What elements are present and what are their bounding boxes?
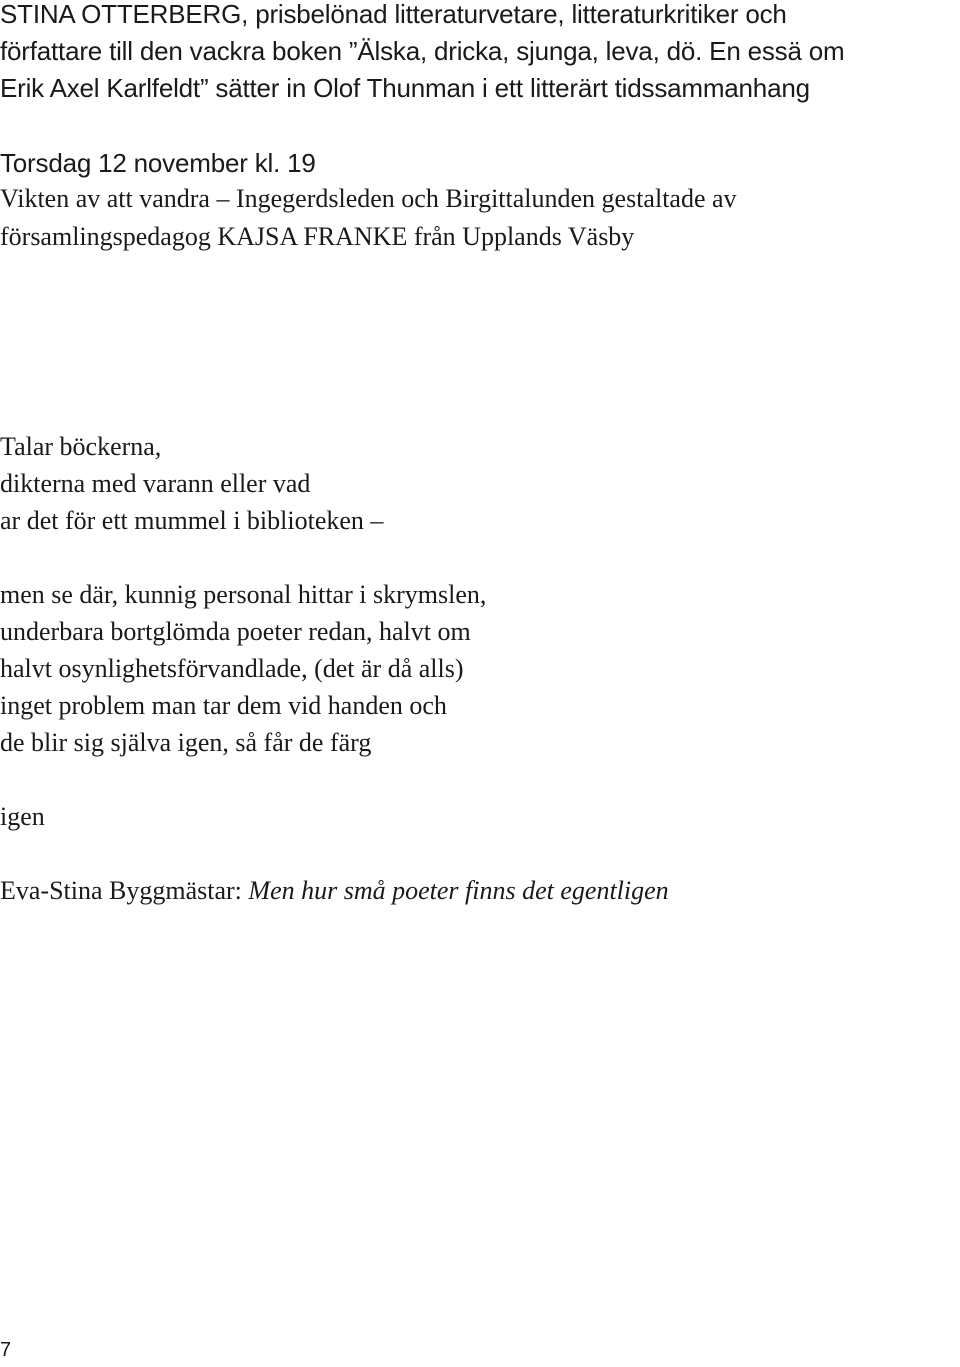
poem-line: ar det för ett mummel i biblioteken – xyxy=(0,506,384,535)
poem-line: men se där, kunnig personal hittar i skrymslen, xyxy=(0,580,487,609)
page-number: 7 xyxy=(0,1339,12,1361)
poem-line: underbara bortglömda poeter redan, halvt om xyxy=(0,617,471,646)
event-date: Torsdag 12 november kl. 19 xyxy=(0,148,316,178)
poem-line: igen xyxy=(0,802,45,831)
poem-attribution xyxy=(0,873,669,909)
intro-line-2: författare till den vackra boken ”Älska, dricka, sjunga, leva, dö. En essä om xyxy=(0,36,845,66)
poem-author: Eva-Stina Byggmästar: xyxy=(0,876,242,905)
poem-line: Talar böckerna, xyxy=(0,432,162,461)
poem-line: halvt osynlighetsförvandlade, (det är då alls) xyxy=(0,654,464,683)
poem-line: de blir sig själva igen, så får de färg xyxy=(0,728,372,757)
event-description-line-1: Vikten av att vandra – Ingegerdsleden och Birgittalunden gestaltade av xyxy=(0,184,737,213)
poem-line: inget problem man tar dem vid handen och xyxy=(0,691,447,720)
intro-line-3: Erik Axel Karlfeldt” sätter in Olof Thunman i ett litterärt tidssammanhang xyxy=(0,73,810,103)
intro-line-1: STINA OTTERBERG, prisbelönad litteraturvetare, litteraturkritiker och xyxy=(0,0,787,29)
event-description-line-2: församlingspedagog KAJSA FRANKE från Upplands Väsby xyxy=(0,222,635,251)
poem-work-title: Men hur små poeter finns det egentligen xyxy=(248,876,669,905)
poem-line: dikterna med varann eller vad xyxy=(0,469,311,498)
